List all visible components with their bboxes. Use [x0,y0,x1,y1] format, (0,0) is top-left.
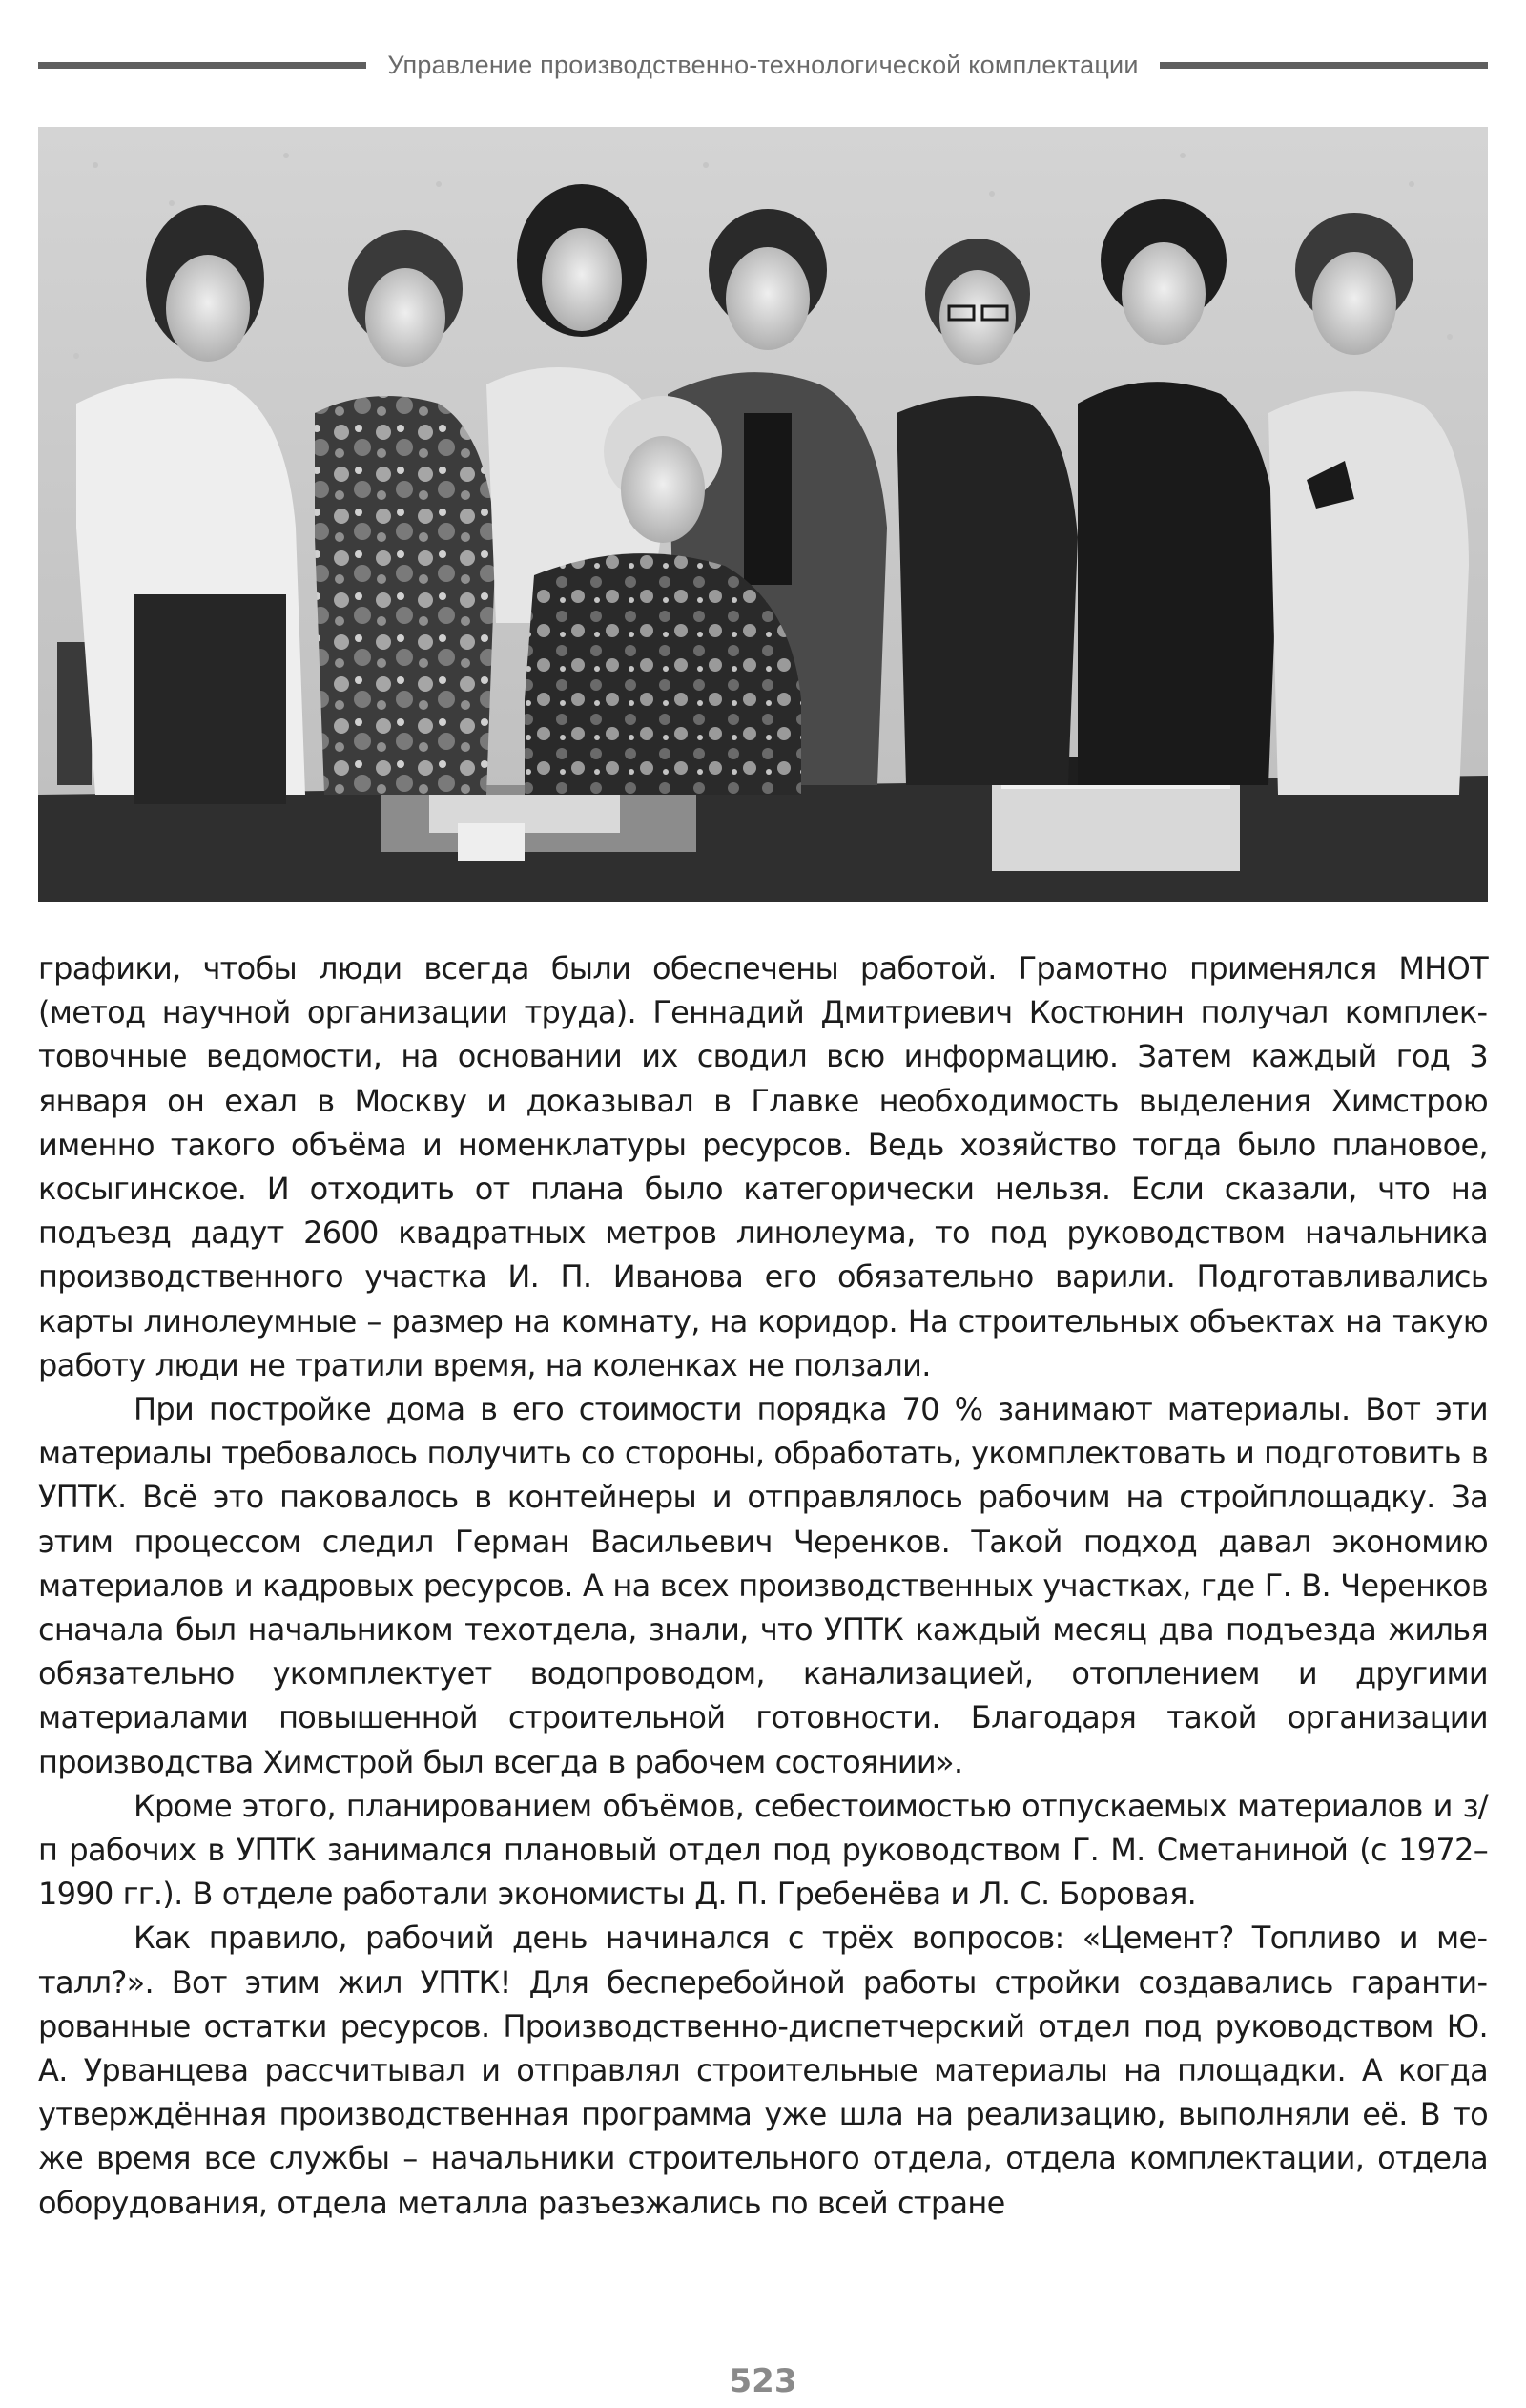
header-title: Управление производственно-технологической комплектации [387,50,1139,79]
group-photo [38,127,1488,902]
body-text [38,946,1488,2225]
header-rule-right [1160,62,1488,69]
header-rule-left [38,62,366,69]
page-number: 523 [729,2362,797,2400]
paragraph: При постройке дома в его стоимости порядка 70 % занимают материалы. Вот эти материалы требовалось получить со стороны, обработать, укомплектовать и подготовить в УПТК. Всё это паковалось в контейнеры и отправлялось рабочим на стройплощадку. За этим процессом следил Герман Васильевич Черенков. Такой подход давал экономию материалов и кадровых ресурсов. А на всех производственных участках, где Г. В. Черенков сначала был начальником техотдела, знали, что УПТК каждый месяц два подъезда жилья обязательно укомплектует водопроводом, канализацией, отоплением и другими материалами повышенной строительной готовности. Благодаря такой организации производства Химстрой был всегда в рабочем состоянии». [38,1391,1488,1780]
paragraph: графики, чтобы люди всегда были обеспечены работой. Грамотно применялся МНОТ (метод научной организации труда). Геннадий Дмитриевич Костюнин получал комплектовочные ведомости, на основании их сводил всю информацию. Затем каждый год 3 января он ехал в Москву и доказывал в Главке необходимость выделения Химстрою именно такого объёма и номенклатуры ресурсов. Ведь хозяйство тогда было плановое, косыгинское. И отходить от плана было категорически нельзя. Если сказали, что на подъезд дадут 2600 квадратных метров линолеума, то под руководством начальника производственного участка И. П. Иванова его обязательно варили. Подготавливались карты линолеумные – размер на комнату, на коридор. На строительных объектах на такую работу люди не тратили время, на коленках не ползали. [38,950,1488,1383]
paragraph: Кроме этого, планированием объёмов, себестоимостью отпускаемых материалов и з/п рабочих в УПТК занимался плановый отдел под руководством Г. М. Сметаниной (с 1972–1990 гг.). В отделе работали экономисты Д. П. Гребенёва и Л. С. Боровая. [38,1787,1488,1913]
paragraph: Как правило, рабочий день начинался с трёх вопросов: «Цемент? Топливо и металл?». Вот этим жил УПТК! Для бесперебойной работы стройки создавались гарантированные остатки ресурсов. Производственно-диспетчерский отдел под руководством Ю. А. Урванцева рассчитывал и отправлял строительные материалы на площадки. А когда утверждённая производственная программа уже шла на реализацию, выполняли её. В то же время все службы – начальники строительного отдела, отдела комплектации, отдела оборудования, отдела металла разъезжались по всей стране [38,1920,1488,2221]
running-header [38,38,1488,92]
